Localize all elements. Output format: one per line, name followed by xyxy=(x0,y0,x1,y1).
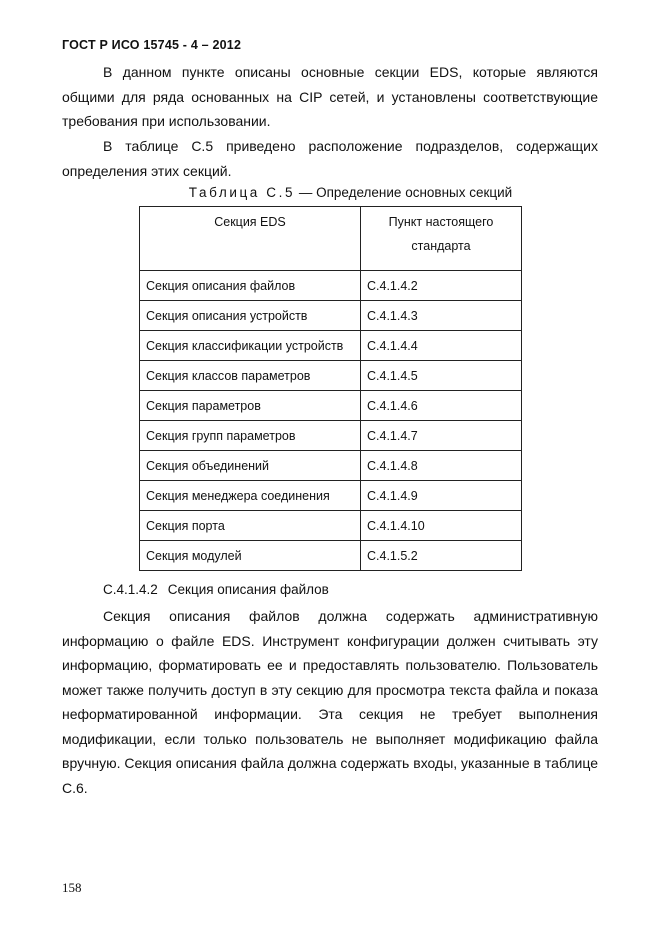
table-row xyxy=(140,541,522,571)
table-cell: С.4.1.4.10 xyxy=(361,511,522,541)
subsection-title: Секция описания файлов xyxy=(167,582,329,597)
table-cell: С.4.1.4.5 xyxy=(361,361,522,391)
table-header-row xyxy=(140,207,522,271)
table-cell: Секция менеджера соединения xyxy=(140,481,361,511)
page-number: 158 xyxy=(62,880,82,895)
table-caption xyxy=(0,185,661,200)
table-caption-text: — Определение основных секций xyxy=(295,185,513,200)
table-row xyxy=(140,391,522,421)
table-row xyxy=(140,421,522,451)
document-header: ГОСТ Р ИСО 15745 - 4 – 2012 xyxy=(62,38,242,52)
table-cell: Секция классов параметров xyxy=(140,361,361,391)
table-cell: Секция групп параметров xyxy=(140,421,361,451)
table-header-cell: Секция EDS xyxy=(140,207,361,271)
table-row xyxy=(140,481,522,511)
table-cell: Секция модулей xyxy=(140,541,361,571)
table-cell: С.4.1.4.4 xyxy=(361,331,522,361)
table-row xyxy=(140,301,522,331)
table-cell: Секция описания файлов xyxy=(140,271,361,301)
table-cell: Секция классификации устройств xyxy=(140,331,361,361)
table-header-cell: Пункт настоящего стандарта xyxy=(361,207,522,271)
table-cell: С.4.1.5.2 xyxy=(361,541,522,571)
subsection-heading xyxy=(103,582,329,597)
eds-sections-table xyxy=(139,206,522,571)
table-cell: С.4.1.4.7 xyxy=(361,421,522,451)
table-row xyxy=(140,511,522,541)
table-cell: Секция параметров xyxy=(140,391,361,421)
table-row xyxy=(140,271,522,301)
table-cell: С.4.1.4.9 xyxy=(361,481,522,511)
table-cell: С.4.1.4.6 xyxy=(361,391,522,421)
intro-paragraph: В данном пункте описаны основные секции EDS, которые являются общими для ряда основанных на CIP сетей, и установлены соответствующие требования при использовании. xyxy=(62,64,598,129)
subsection-number: С.4.1.4.2 xyxy=(103,582,158,597)
body-paragraph: Секция описания файлов должна содержать административную информацию о файле EDS. Инструмент конфигурации должен считывать эту информацию, форматировать ее и предоставлять пользователю. Пользователь может также получить доступ в эту секцию для просмотра текста файла и показа неформатированной информации. Эта секция не требует выполнения модификации, если только пользователь не выполняет модификацию файла вручную. Секция описания файла должна содержать входы, указанные в таблице С.6. xyxy=(62,608,598,796)
table-cell: Секция порта xyxy=(140,511,361,541)
table-cell: Секция описания устройств xyxy=(140,301,361,331)
table-row xyxy=(140,331,522,361)
table-cell: Секция объединений xyxy=(140,451,361,481)
table-row xyxy=(140,361,522,391)
table-reference-paragraph: В таблице С.5 приведено расположение подразделов, содержащих определения этих секций. xyxy=(62,138,598,179)
table-caption-label: Таблица С.5 xyxy=(188,185,296,200)
table-cell: С.4.1.4.3 xyxy=(361,301,522,331)
table-cell: С.4.1.4.8 xyxy=(361,451,522,481)
table-cell: С.4.1.4.2 xyxy=(361,271,522,301)
table-row xyxy=(140,451,522,481)
